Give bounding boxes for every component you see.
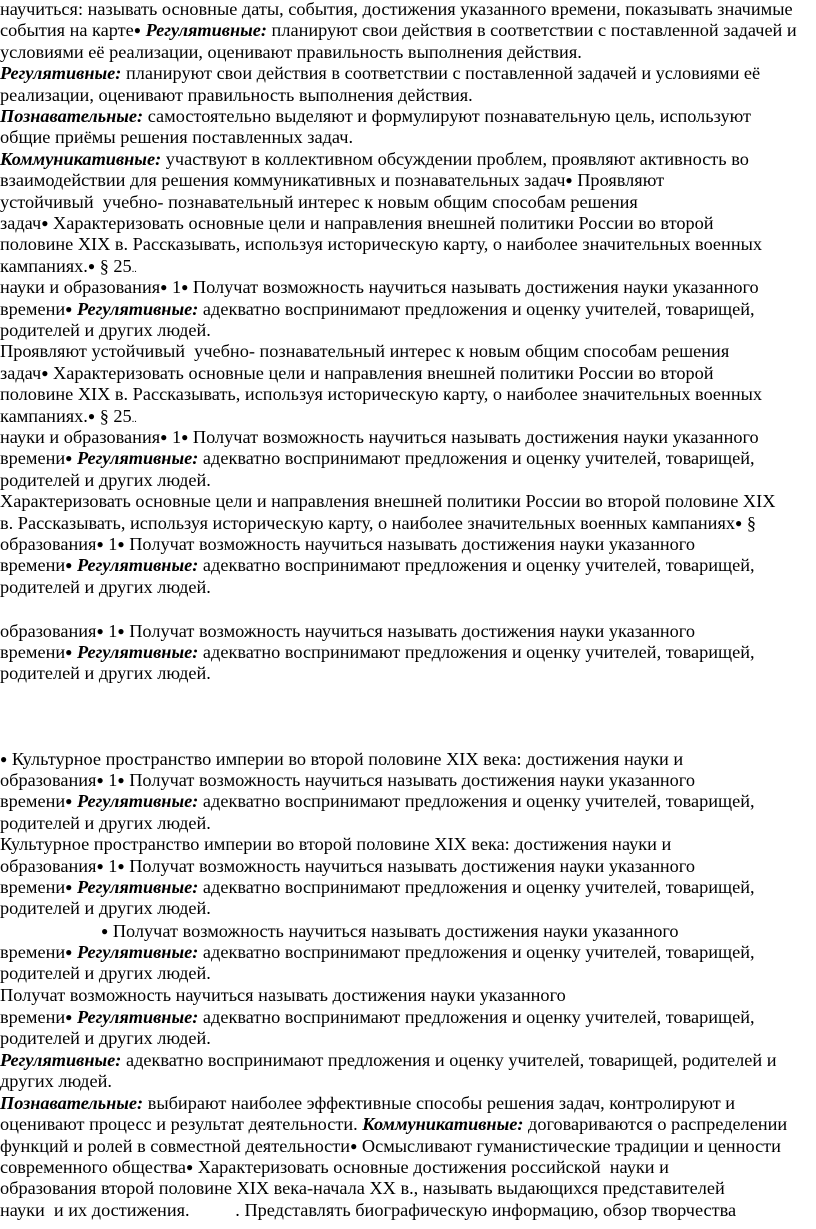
text-run: называть достижения науки указанного [382, 770, 695, 790]
text-run: выбирают наиболее эффективные способы решения задач, контролируют и [143, 1092, 736, 1113]
text-run: называть достижения науки указанного [366, 920, 679, 941]
text-run: Получат возможность научиться [188, 277, 447, 298]
text-run: 1 [103, 855, 118, 876]
text-run: Регулятивные: [72, 942, 199, 962]
text-run: основные цели и направления внешней политики России во второй [183, 362, 714, 383]
text-run: Проявляют устойчивый учебно- познавательный интерес к новым общим способам решения [0, 341, 730, 362]
bullet-icon: ● [101, 923, 109, 938]
text-run: Характеризовать [48, 362, 184, 383]
text-line [0, 856, 695, 877]
text-run: Рассказывать [132, 384, 236, 405]
text-line [0, 448, 755, 469]
bullet-icon: ● [65, 794, 73, 809]
text-run: .. [131, 413, 137, 425]
text-run: времени [0, 942, 66, 962]
text-run: 1 [103, 770, 118, 790]
bullet-icon: ● [41, 216, 49, 230]
bullet-icon: ● [181, 280, 189, 295]
text-run: времени [0, 298, 66, 319]
bullet-icon: ● [96, 537, 104, 551]
text-line [0, 749, 683, 770]
text-line [0, 63, 760, 84]
text-run: называть достижения науки указанного [253, 985, 566, 1006]
text-run: родителей и других людей. [0, 576, 211, 597]
text-run: образования [0, 534, 97, 554]
text-run: называть достижения науки указанного [446, 427, 759, 447]
bullet-icon: ● [117, 537, 125, 551]
text-run: родителей и других людей. [0, 812, 211, 833]
text-line [101, 921, 679, 942]
text-line [0, 1050, 777, 1071]
text-run: кампаниях. [0, 405, 88, 426]
text-run: называть достижения науки указанного [382, 620, 695, 641]
text-run: задач [0, 213, 42, 233]
text-line [0, 384, 762, 405]
text-run: Получат возможность научиться [124, 855, 383, 876]
bullet-icon: ● [65, 558, 73, 573]
bullet-icon: ● [117, 858, 125, 873]
text-line [0, 1093, 735, 1114]
text-run: оценивают процесс и результат деятельности. [0, 1114, 358, 1135]
text-run: Характеризовать [48, 213, 184, 233]
text-run: участвуют в коллективном обсуждении проблем, проявляют активность во [161, 148, 749, 169]
text-run: задач [0, 362, 42, 383]
text-run: договариваются о распределении [523, 1114, 788, 1135]
text-run: адекватно воспринимают предложения и оценку учителей, товарищей, [198, 555, 755, 576]
text-line [0, 1007, 755, 1028]
text-run: времени [0, 642, 66, 662]
bullet-icon: ● [41, 365, 49, 380]
text-run: родителей и других людей. [0, 898, 211, 919]
text-line [0, 877, 755, 898]
text-run: Регулятивные: [72, 791, 199, 812]
text-run: 1 [167, 277, 182, 298]
text-line [0, 1178, 725, 1199]
text-run: адекватно воспринимают предложения и оценку учителей, товарищей, [198, 448, 755, 469]
bullet-icon: ● [160, 430, 168, 444]
text-line [0, 85, 473, 106]
text-line [0, 427, 759, 448]
text-run: называть достижения науки указанного [382, 855, 695, 876]
text-run: Получат возможность научиться [124, 534, 383, 554]
bullet-icon: ● [735, 515, 743, 530]
text-run: выдающихся представителей [492, 1178, 725, 1199]
bullet-icon: ● [65, 301, 73, 316]
text-line [0, 1136, 781, 1157]
bullet-icon: ● [65, 1009, 73, 1024]
text-run: Рассказывать [132, 234, 236, 255]
bullet-icon: ● [181, 430, 189, 444]
text-run: Проявляют [572, 170, 665, 191]
text-run: 1 [167, 427, 182, 447]
text-run: времени [0, 877, 66, 897]
text-line [0, 234, 762, 255]
text-run: Регулятивные: [72, 642, 199, 662]
text-line [0, 577, 211, 598]
text-run: называть [422, 1178, 493, 1199]
text-run: родителей и других людей. [0, 963, 211, 984]
text-line [0, 0, 793, 20]
text-run: Коммуникативные: [357, 1114, 524, 1135]
bullet-icon: ● [96, 623, 104, 638]
text-run: Получат возможность научиться [108, 920, 367, 941]
text-run: Коммуникативные: [0, 148, 162, 169]
text-run: адекватно воспринимают предложения и оценку учителей, товарищей, [198, 1006, 755, 1027]
text-line [0, 470, 211, 491]
text-run: Познавательные: [0, 106, 144, 126]
bullet-icon: ● [117, 623, 125, 638]
text-line [0, 1157, 669, 1178]
text-run: времени [0, 448, 66, 469]
text-run: Получат возможность научиться [0, 985, 254, 1006]
text-line [0, 834, 671, 855]
bullet-icon: ● [133, 23, 142, 38]
text-run: Регулятивные: [141, 20, 267, 41]
text-run: самостоятельно выделяют и формулируют познавательную цель, используют [143, 106, 752, 126]
text-line [0, 341, 729, 362]
text-run: кампаниях. [0, 255, 88, 276]
text-run: Регулятивные: [0, 63, 122, 84]
bullet-icon: ● [0, 751, 8, 766]
text-run: Представлять [244, 1199, 351, 1220]
text-run: родителей и других людей. [0, 320, 211, 340]
text-line [0, 985, 566, 1006]
text-line [0, 813, 211, 834]
text-line [0, 770, 695, 791]
text-run: , используя историческую карту, о наиболее значительных военных [235, 384, 763, 405]
text-run: родителей и других людей. [0, 469, 211, 490]
text-line [0, 149, 749, 170]
text-run: Регулятивные: [72, 448, 199, 469]
text-run: условиями её реализации, оценивают правильность выполнения действия. [0, 41, 582, 62]
text-run: других людей. [0, 1071, 112, 1091]
text-run: Познавательные: [0, 1092, 144, 1113]
text-line [0, 942, 755, 963]
text-run: половине XIX в. [0, 234, 133, 255]
text-line [0, 127, 353, 148]
bullet-icon: ● [185, 1160, 194, 1174]
text-run: реализации, оценивают правильность выполнения действия. [0, 84, 473, 105]
text-run: Получат возможность научиться [188, 427, 447, 447]
bullet-icon: ● [65, 645, 73, 659]
text-line [0, 1071, 112, 1092]
text-run: Регулятивные: [72, 877, 199, 897]
text-line [0, 663, 211, 684]
bullet-icon: ● [565, 173, 573, 188]
text-run: Характеризовать [193, 1157, 329, 1177]
bullet-icon: ● [65, 451, 73, 466]
text-run: 1 [103, 534, 118, 554]
text-line [0, 363, 714, 384]
text-run: адекватно воспринимают предложения и оценку учителей, товарищей, [198, 642, 755, 662]
text-line [0, 106, 751, 127]
text-line [0, 1114, 787, 1135]
text-line [0, 42, 582, 63]
text-line [0, 791, 755, 812]
text-line [0, 1028, 211, 1049]
bullet-icon: ● [350, 1138, 358, 1153]
text-run: родителей и других людей. [0, 1028, 211, 1049]
bullet-icon: ● [96, 858, 104, 873]
text-run: адекватно воспринимают предложения и оценку учителей, товарищей, родителей и [121, 1049, 777, 1070]
text-line [0, 170, 664, 191]
bullet-icon: ● [160, 280, 168, 295]
text-run: в. [0, 512, 18, 533]
text-line [0, 534, 695, 555]
text-run: биографическую информацию, обзор творчества [350, 1199, 737, 1220]
text-run: науки и их достижения. . [0, 1199, 245, 1220]
text-run: , используя историческую карту, о наиболее значительных военных [235, 234, 763, 255]
text-run: образования [0, 770, 97, 790]
text-run: Характеризовать [0, 491, 131, 512]
text-run: устойчивый учебно- познавательный интерес к новым общим способам решения [0, 191, 638, 212]
text-run: адекватно воспринимают предложения и оценку учителей, товарищей, [198, 298, 755, 319]
text-run: называть достижения науки указанного [382, 534, 695, 554]
text-run: времени [0, 791, 66, 812]
text-line [0, 320, 211, 341]
text-run: основные цели и направления внешней политики России во второй половине XIX [130, 491, 776, 512]
text-line [0, 1200, 736, 1221]
text-run: .. [131, 263, 137, 275]
text-run: Регулятивные: [72, 555, 199, 576]
text-run: , используя историческую карту, о наиболее значительных военных кампаниях [120, 512, 736, 533]
text-run: Культурное пространство империи во второй половине XIX века: достижения науки и [0, 834, 672, 855]
text-line [0, 555, 755, 576]
text-run: научиться [0, 0, 78, 19]
text-run: Регулятивные: [72, 298, 199, 319]
text-run: Получат возможность научиться [124, 770, 383, 790]
text-line [0, 642, 755, 663]
text-run: времени [0, 555, 66, 576]
text-run: науки и образования [0, 277, 161, 298]
text-line [0, 898, 211, 919]
text-run: Регулятивные: [0, 1049, 122, 1070]
text-run: половине XIX в. [0, 384, 133, 405]
text-run: образования [0, 855, 97, 876]
text-run: § 25 [95, 405, 132, 426]
text-line [0, 513, 756, 534]
bullet-icon: ● [96, 773, 104, 787]
text-run: образования второй половине XIX века-начала XX в., [0, 1178, 423, 1199]
text-run: адекватно воспринимают предложения и оценку учителей, товарищей, [198, 942, 755, 962]
text-run: 1 [103, 620, 118, 641]
text-run: события на карте [0, 20, 134, 41]
bullet-icon: ● [117, 773, 125, 787]
text-run: планируют свои действия в соответствии с поставленной задачей и условиями её [121, 63, 761, 84]
text-run: § 25 [95, 255, 132, 276]
text-run: времени [0, 1006, 66, 1027]
text-line [0, 299, 755, 320]
text-line [0, 621, 695, 642]
text-run: общие приёмы решения поставленных задач. [0, 127, 354, 148]
text-line [0, 491, 775, 512]
text-line [0, 20, 797, 41]
text-run: : называть основные даты, события, достижения указанного времени, показывать значимые [77, 0, 793, 19]
text-line [0, 963, 211, 984]
text-run: современного общества [0, 1157, 186, 1177]
bullet-icon: ● [65, 880, 73, 894]
text-run: Культурное пространство империи во второй половине XIX века: достижения науки и [7, 748, 684, 769]
text-run: планируют свои действия в соответствии с поставленной задачей и [266, 20, 797, 41]
text-run: адекватно воспринимают предложения и оценку учителей, товарищей, [198, 877, 755, 897]
text-run: Получат возможность научиться [124, 620, 383, 641]
text-line [0, 277, 759, 298]
text-run: Регулятивные: [72, 1006, 199, 1027]
text-line [0, 213, 714, 234]
text-run: Осмысливают гуманистические традиции и ценности [357, 1135, 781, 1156]
text-run: основные достижения российской науки и [328, 1157, 669, 1177]
text-run: Рассказывать [17, 512, 121, 533]
bullet-icon: ● [65, 945, 73, 959]
text-run: функций и ролей в совместной деятельности [0, 1135, 351, 1156]
text-run: образования [0, 620, 97, 641]
bullet-icon: ● [87, 408, 96, 423]
text-line [0, 192, 638, 213]
text-run: § [742, 512, 756, 533]
text-run: основные цели и направления внешней политики России во второй [183, 213, 714, 233]
text-run: взаимодействии для решения коммуникативных и познавательных задач [0, 170, 566, 191]
bullet-icon: ● [87, 258, 96, 273]
text-run: науки и образования [0, 427, 161, 447]
text-run: адекватно воспринимают предложения и оценку учителей, товарищей, [198, 791, 755, 812]
text-run: называть достижения науки указанного [446, 277, 759, 298]
text-run: родителей и других людей. [0, 663, 211, 684]
